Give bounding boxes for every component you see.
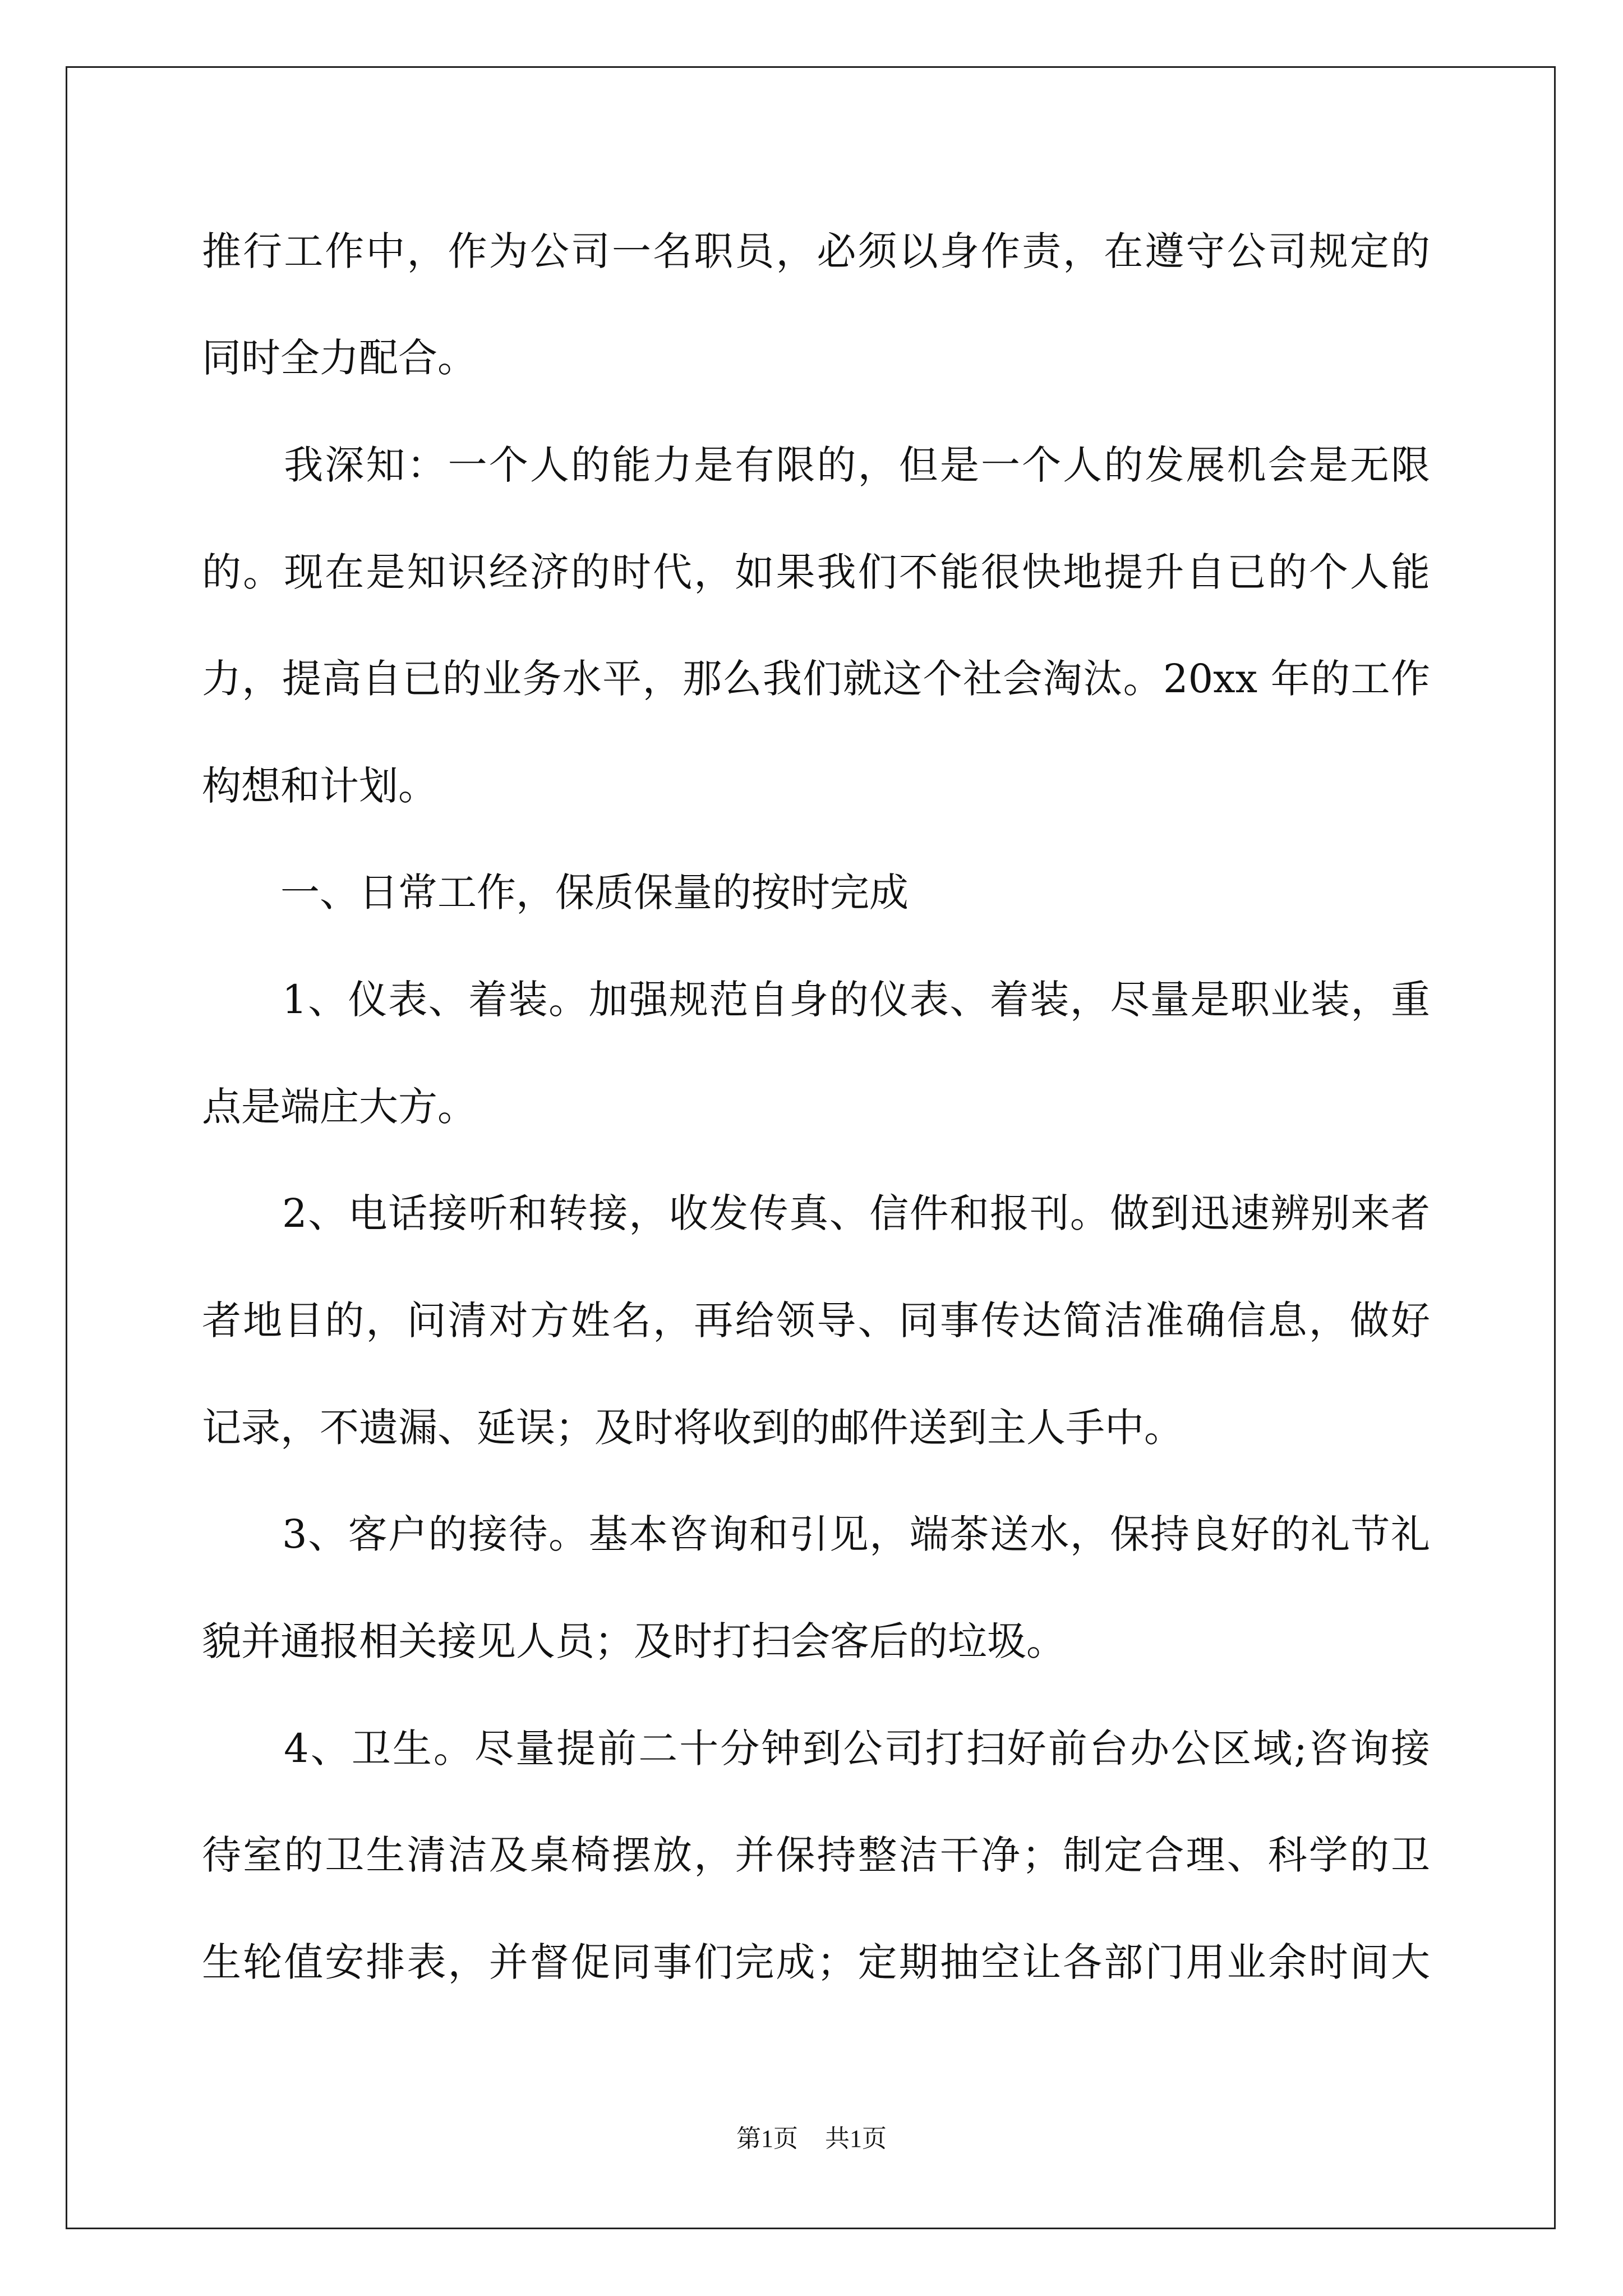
text-line: 2、电话接听和转接，收发传真、信件和报刊。做到迅速辨别来者 (202, 1190, 1430, 1236)
text-line: 点是端庄大方。 (202, 1084, 477, 1130)
text-line: 1、仪表、着装。加强规范自身的仪表、着装，尽量是职业装，重 (202, 977, 1430, 1023)
text-line: 貌并通报相关接见人员；及时打扫会客后的垃圾。 (202, 1618, 1066, 1664)
text-line: 待室的卫生清洁及桌椅摆放，并保持整洁干净；制定合理、科学的卫 (202, 1832, 1430, 1878)
text-line: 力，提高自已的业务水平，那么我们就这个社会淘汰。20xx 年的工作 (202, 656, 1430, 702)
page-number-total: 共1页 (825, 2125, 887, 2152)
text-line: 我深知：一个人的能力是有限的，但是一个人的发展机会是无限 (202, 442, 1430, 488)
text-line: 生轮值安排表，并督促同事们完成；定期抽空让各部门用业余时间大 (202, 1939, 1430, 1985)
text-line: 记录，不遗漏、延误；及时将收到的邮件送到主人手中。 (202, 1405, 1183, 1451)
text-line: 的。现在是知识经济的时代，如果我们不能很快地提升自已的个人能 (202, 549, 1430, 595)
text-line: 推行工作中，作为公司一名职员，必须以身作责，在遵守公司规定的 (202, 228, 1430, 274)
text-line: 构想和计划。 (202, 763, 437, 809)
page-footer (0, 2122, 1623, 2156)
page-border (66, 66, 1556, 2229)
text-line: 3、客户的接待。基本咨询和引见，端茶送水，保持良好的礼节礼 (202, 1511, 1430, 1557)
text-line: 同时全力配合。 (202, 335, 477, 381)
text-line: 者地目的，问清对方姓名，再给领导、同事传达简洁准确信息，做好 (202, 1297, 1430, 1343)
section-heading: 一、日常工作，保质保量的按时完成 (202, 869, 909, 915)
page-number-current: 第1页 (736, 2125, 798, 2152)
text-line: 4、卫生。尽量提前二十分钟到公司打扫好前台办公区域;咨询接 (202, 1726, 1430, 1772)
